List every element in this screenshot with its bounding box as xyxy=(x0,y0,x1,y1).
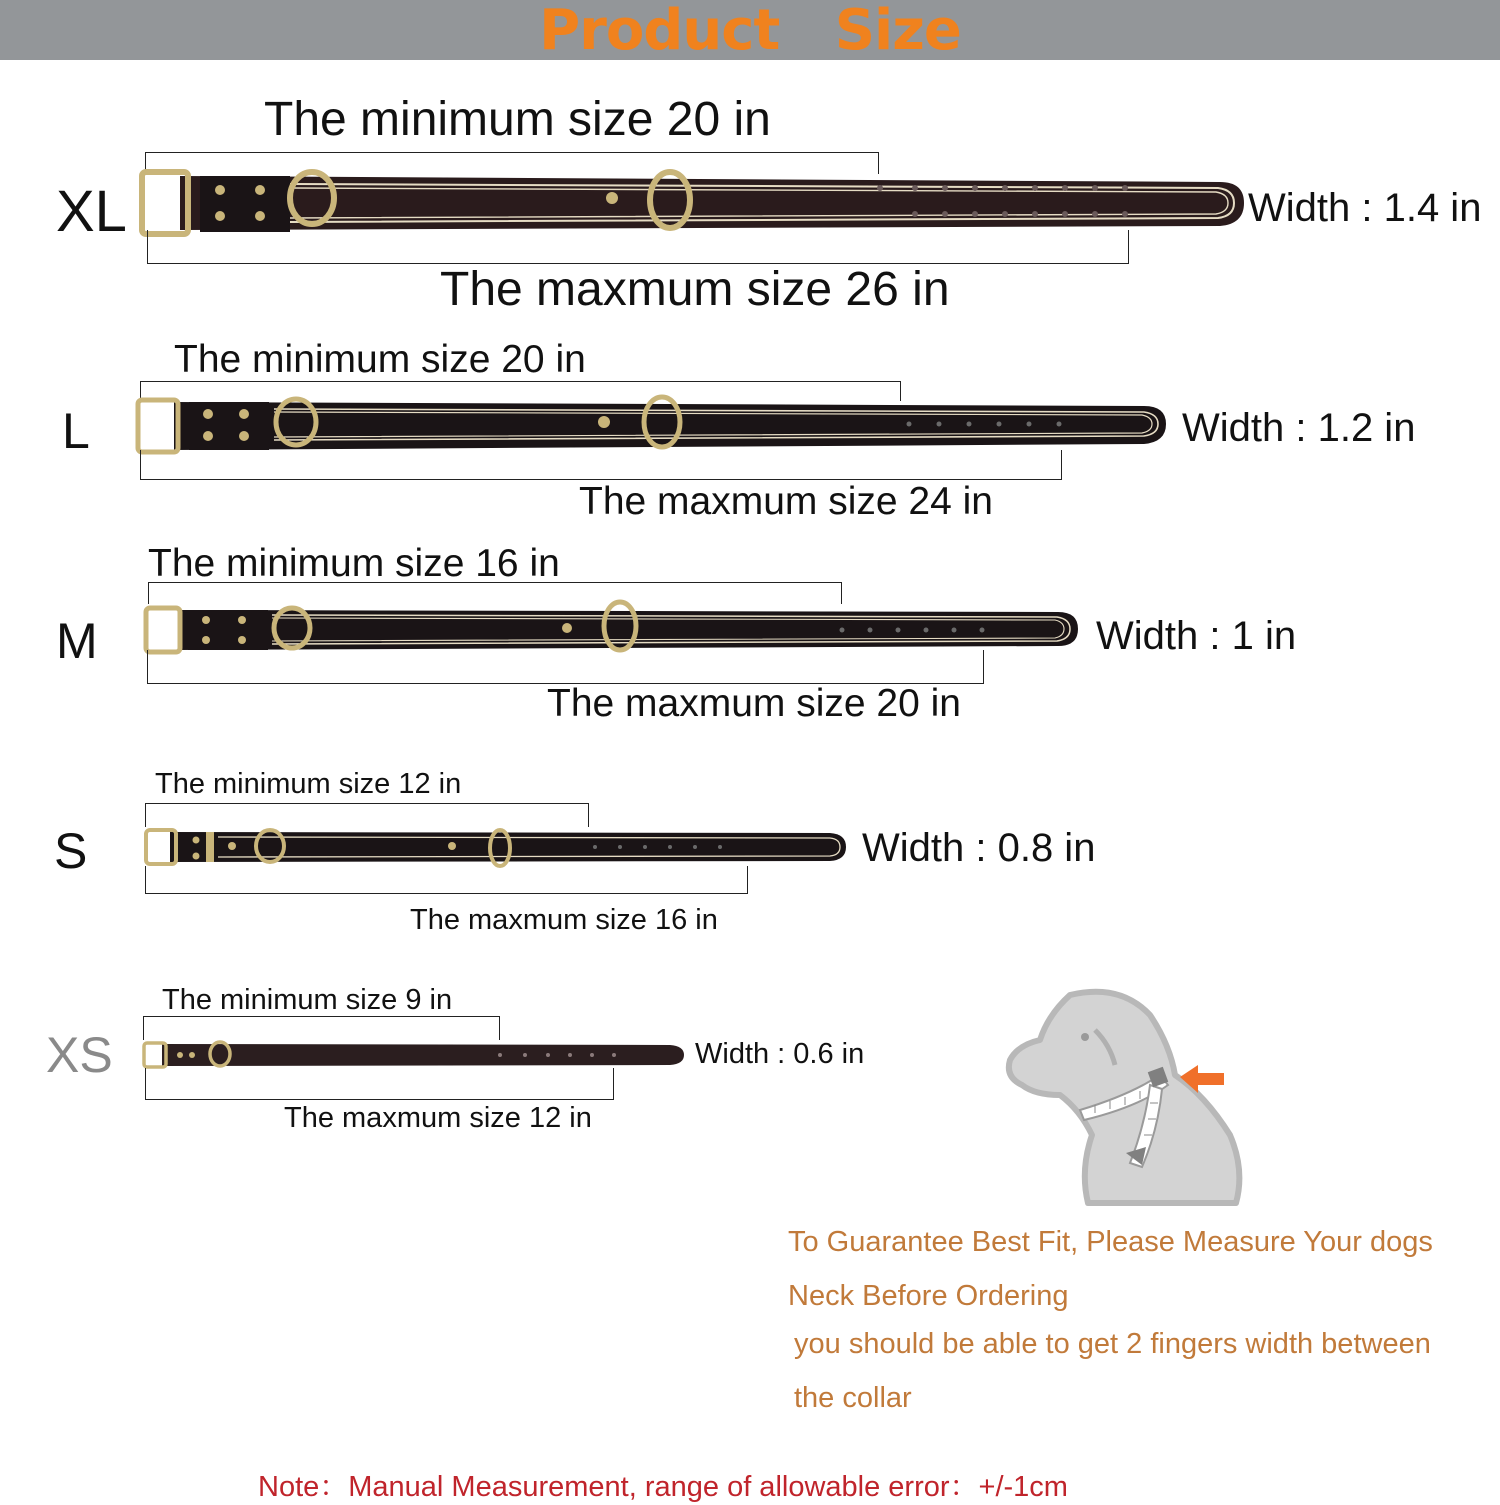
fit-tip-line-3: you should be able to get 2 fingers width between xyxy=(794,1328,1431,1360)
m-max-bracket xyxy=(147,650,984,684)
l-collar-image xyxy=(134,396,1174,456)
s-min-label: The minimum size 12 in xyxy=(155,768,462,800)
l-width-label: Width : 1.2 in xyxy=(1182,406,1416,450)
xl-max-label: The maxmum size 26 in xyxy=(440,263,950,316)
xs-max-bracket xyxy=(145,1068,614,1100)
l-min-label: The minimum size 20 in xyxy=(174,338,586,381)
m-min-bracket xyxy=(148,582,842,604)
xl-collar-image xyxy=(140,168,1250,238)
s-collar-image xyxy=(140,826,854,868)
xl-min-label: The minimum size 20 in xyxy=(264,93,771,146)
s-max-bracket xyxy=(145,866,748,894)
m-collar-image xyxy=(142,604,1086,654)
m-min-label: The minimum size 16 in xyxy=(148,542,560,585)
size-code-xs: XS xyxy=(46,1027,113,1083)
s-min-bracket xyxy=(145,803,589,827)
l-max-bracket xyxy=(140,450,1062,480)
xl-width-label: Width : 1.4 in xyxy=(1248,186,1482,230)
s-max-label: The maxmum size 16 in xyxy=(410,904,718,936)
m-width-label: Width : 1 in xyxy=(1096,614,1297,658)
xs-width-label: Width : 0.6 in xyxy=(695,1038,865,1070)
size-code-xl: XL xyxy=(56,179,127,244)
xs-min-label: The minimum size 9 in xyxy=(162,984,453,1016)
dog-neck-illustration xyxy=(1000,985,1250,1210)
page-title: Product Size xyxy=(539,0,961,63)
xl-max-bracket xyxy=(147,230,1129,264)
size-code-s: S xyxy=(54,823,88,879)
size-code-m: M xyxy=(56,613,98,669)
fit-tip-line-1: To Guarantee Best Fit, Please Measure Your dogs xyxy=(788,1226,1433,1258)
fit-tip-line-2: Neck Before Ordering xyxy=(788,1280,1069,1312)
xs-collar-image xyxy=(140,1040,688,1070)
measurement-note: Note：Manual Measurement, range of allowable error：+/-1cm xyxy=(258,1471,1068,1503)
xs-min-bracket xyxy=(143,1016,500,1040)
xs-max-label: The maxmum size 12 in xyxy=(284,1102,592,1134)
size-code-l: L xyxy=(62,403,90,459)
l-max-label: The maxmum size 24 in xyxy=(579,480,993,523)
fit-tip-line-4: the collar xyxy=(794,1382,912,1414)
m-max-label: The maxmum size 20 in xyxy=(547,682,961,725)
s-width-label: Width : 0.8 in xyxy=(862,826,1096,870)
